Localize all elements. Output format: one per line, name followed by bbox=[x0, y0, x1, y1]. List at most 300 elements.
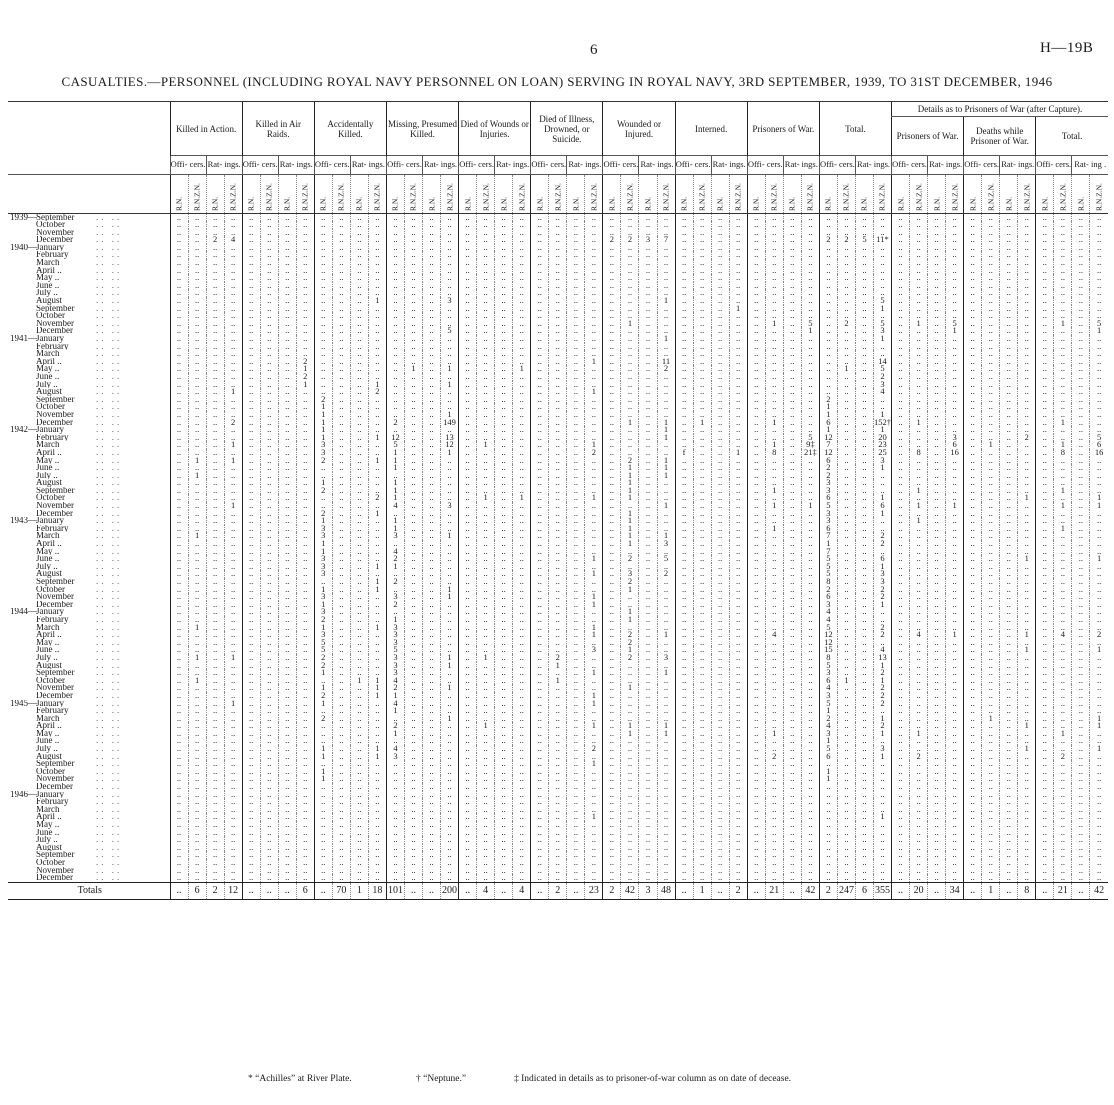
table-cell: .. bbox=[1000, 616, 1018, 624]
table-cell: .. bbox=[783, 312, 801, 320]
row-label bbox=[8, 532, 170, 540]
table-cell: .. bbox=[441, 267, 459, 275]
table-cell: .. bbox=[423, 502, 441, 510]
table-cell: .. bbox=[260, 236, 278, 244]
table-cell: .. bbox=[946, 540, 964, 548]
table-cell: 3 bbox=[386, 532, 404, 540]
table-cell: .. bbox=[783, 532, 801, 540]
table-cell: .. bbox=[603, 343, 621, 351]
table-cell: .. bbox=[332, 616, 350, 624]
table-cell: 1 bbox=[1054, 525, 1072, 533]
table-cell: .. bbox=[242, 358, 260, 366]
table-cell: .. bbox=[206, 783, 224, 791]
table-cell: .. bbox=[783, 836, 801, 844]
table-cell: .. bbox=[206, 753, 224, 761]
table-cell: .. bbox=[567, 472, 585, 480]
table-cell: .. bbox=[801, 555, 819, 563]
table-cell: .. bbox=[350, 570, 368, 578]
table-cell: .. bbox=[459, 373, 477, 381]
table-cell: .. bbox=[459, 601, 477, 609]
table-cell: .. bbox=[982, 563, 1000, 571]
table-cell: .. bbox=[242, 305, 260, 313]
table-cell: .. bbox=[982, 274, 1000, 282]
table-cell: .. bbox=[477, 684, 495, 692]
table-cell: .. bbox=[224, 244, 242, 252]
table-row bbox=[8, 813, 1108, 821]
table-cell: .. bbox=[386, 608, 404, 616]
table-cell: .. bbox=[910, 548, 928, 556]
leader-dots: .. .. bbox=[96, 752, 123, 761]
table-cell: .. bbox=[928, 267, 946, 275]
table-cell: .. bbox=[639, 381, 657, 389]
table-cell: .. bbox=[982, 836, 1000, 844]
table-cell: .. bbox=[1072, 563, 1090, 571]
table-cell: .. bbox=[368, 358, 386, 366]
table-cell: .. bbox=[873, 783, 891, 791]
table-cell: 6 bbox=[946, 441, 964, 449]
row-month: February bbox=[36, 615, 69, 624]
table-cell: .. bbox=[477, 555, 495, 563]
table-cell: .. bbox=[206, 768, 224, 776]
table-cell: .. bbox=[531, 434, 549, 442]
table-cell: .. bbox=[928, 692, 946, 700]
table-cell: 2 bbox=[368, 388, 386, 396]
table-cell: .. bbox=[332, 707, 350, 715]
table-cell: .. bbox=[495, 365, 513, 373]
table-cell: .. bbox=[675, 396, 693, 404]
table-cell: .. bbox=[350, 578, 368, 586]
table-cell: .. bbox=[892, 259, 910, 267]
table-cell: .. bbox=[260, 267, 278, 275]
table-cell: .. bbox=[350, 335, 368, 343]
table-cell: .. bbox=[350, 844, 368, 852]
table-cell: .. bbox=[585, 381, 603, 389]
table-cell: 1 bbox=[765, 502, 783, 510]
table-cell: .. bbox=[639, 646, 657, 654]
table-cell: .. bbox=[404, 684, 422, 692]
table-cell: .. bbox=[170, 396, 188, 404]
table-cell: .. bbox=[675, 532, 693, 540]
table-cell: .. bbox=[729, 517, 747, 525]
row-month: April .. bbox=[36, 448, 62, 457]
table-cell: .. bbox=[657, 700, 675, 708]
table-cell: .. bbox=[170, 783, 188, 791]
table-cell: .. bbox=[639, 403, 657, 411]
table-cell: .. bbox=[964, 669, 982, 677]
table-cell: 6 bbox=[873, 502, 891, 510]
table-cell: 1 bbox=[765, 419, 783, 427]
table-cell: .. bbox=[188, 282, 206, 290]
table-cell: .. bbox=[747, 753, 765, 761]
table-cell: 1 bbox=[368, 586, 386, 594]
table-cell: .. bbox=[585, 251, 603, 259]
table-cell: .. bbox=[1000, 851, 1018, 859]
table-cell: .. bbox=[711, 753, 729, 761]
table-cell: .. bbox=[1072, 373, 1090, 381]
table-cell: .. bbox=[675, 479, 693, 487]
table-cell: .. bbox=[693, 555, 711, 563]
table-cell: .. bbox=[296, 274, 314, 282]
table-cell: .. bbox=[513, 297, 531, 305]
table-cell: .. bbox=[188, 851, 206, 859]
table-cell: .. bbox=[765, 851, 783, 859]
table-cell: .. bbox=[1036, 677, 1054, 685]
table-cell: .. bbox=[441, 388, 459, 396]
table-cell: .. bbox=[711, 487, 729, 495]
table-cell: .. bbox=[585, 373, 603, 381]
table-cell: 3 bbox=[314, 525, 332, 533]
table-row bbox=[8, 662, 1108, 670]
table-cell: .. bbox=[964, 753, 982, 761]
table-cell: .. bbox=[224, 775, 242, 783]
table-cell: .. bbox=[1072, 381, 1090, 389]
table-cell: .. bbox=[855, 783, 873, 791]
table-cell: 1 bbox=[314, 586, 332, 594]
table-cell: .. bbox=[783, 358, 801, 366]
table-cell: .. bbox=[224, 692, 242, 700]
table-cell: .. bbox=[567, 244, 585, 252]
table-cell: .. bbox=[982, 608, 1000, 616]
table-cell: .. bbox=[188, 555, 206, 563]
table-cell: .. bbox=[837, 851, 855, 859]
table-cell: .. bbox=[1072, 578, 1090, 586]
table-cell: .. bbox=[946, 221, 964, 229]
table-cell: .. bbox=[747, 289, 765, 297]
table-cell: .. bbox=[747, 548, 765, 556]
table-cell: .. bbox=[296, 479, 314, 487]
table-cell: 3 bbox=[386, 624, 404, 632]
table-cell: .. bbox=[892, 730, 910, 738]
table-cell: 6 bbox=[819, 494, 837, 502]
table-cell: .. bbox=[278, 821, 296, 829]
table-cell: 11 bbox=[657, 358, 675, 366]
table-cell: .. bbox=[567, 616, 585, 624]
table-cell: .. bbox=[693, 510, 711, 518]
table-cell: .. bbox=[260, 737, 278, 745]
table-cell: .. bbox=[188, 464, 206, 472]
table-cell: .. bbox=[567, 343, 585, 351]
table-cell: .. bbox=[657, 274, 675, 282]
table-cell: .. bbox=[386, 472, 404, 480]
table-cell: .. bbox=[278, 601, 296, 609]
table-cell: .. bbox=[747, 335, 765, 343]
table-cell: .. bbox=[783, 502, 801, 510]
table-cell: .. bbox=[495, 753, 513, 761]
subgroup-header: Offi- cers. bbox=[386, 156, 422, 175]
table-row bbox=[8, 768, 1108, 776]
table-cell: .. bbox=[928, 327, 946, 335]
table-cell: .. bbox=[188, 487, 206, 495]
table-cell: .. bbox=[314, 305, 332, 313]
table-cell: 1 bbox=[873, 411, 891, 419]
table-cell: .. bbox=[332, 259, 350, 267]
table-cell: .. bbox=[747, 760, 765, 768]
table-cell: .. bbox=[368, 844, 386, 852]
table-cell: .. bbox=[801, 274, 819, 282]
table-cell: .. bbox=[801, 494, 819, 502]
table-cell: .. bbox=[423, 563, 441, 571]
table-cell: .. bbox=[982, 844, 1000, 852]
table-cell: .. bbox=[892, 768, 910, 776]
table-cell: .. bbox=[549, 510, 567, 518]
table-cell: 3 bbox=[819, 730, 837, 738]
table-cell: .. bbox=[892, 449, 910, 457]
table-cell: .. bbox=[675, 426, 693, 434]
table-cell: .. bbox=[170, 601, 188, 609]
table-cell: .. bbox=[459, 381, 477, 389]
table-cell: .. bbox=[1072, 783, 1090, 791]
table-cell: .. bbox=[964, 297, 982, 305]
table-cell: .. bbox=[513, 730, 531, 738]
row-month: July .. bbox=[36, 471, 58, 480]
table-cell: .. bbox=[892, 639, 910, 647]
table-cell: .. bbox=[1000, 563, 1018, 571]
table-cell: .. bbox=[477, 213, 495, 221]
table-cell: .. bbox=[531, 775, 549, 783]
table-cell: 1 bbox=[350, 677, 368, 685]
table-row bbox=[8, 244, 1108, 252]
table-cell: .. bbox=[441, 768, 459, 776]
table-cell: .. bbox=[964, 426, 982, 434]
table-cell: .. bbox=[206, 479, 224, 487]
table-cell: .. bbox=[495, 274, 513, 282]
table-cell: .. bbox=[495, 494, 513, 502]
table-cell: .. bbox=[585, 426, 603, 434]
table-cell: .. bbox=[242, 646, 260, 654]
table-cell: .. bbox=[765, 692, 783, 700]
table-cell: .. bbox=[639, 267, 657, 275]
row-label bbox=[8, 791, 170, 799]
table-cell: 2 bbox=[314, 396, 332, 404]
table-cell: .. bbox=[350, 616, 368, 624]
table-cell: .. bbox=[765, 251, 783, 259]
table-cell: .. bbox=[801, 350, 819, 358]
table-cell: .. bbox=[1018, 844, 1036, 852]
table-cell: 1 bbox=[441, 381, 459, 389]
table-cell: .. bbox=[639, 654, 657, 662]
table-cell: .. bbox=[639, 525, 657, 533]
table-cell: .. bbox=[928, 586, 946, 594]
table-cell: .. bbox=[1000, 525, 1018, 533]
row-label bbox=[8, 844, 170, 852]
table-cell: .. bbox=[404, 472, 422, 480]
table-cell: .. bbox=[675, 570, 693, 578]
table-cell: .. bbox=[964, 403, 982, 411]
table-cell: .. bbox=[946, 737, 964, 745]
table-cell: .. bbox=[837, 396, 855, 404]
table-cell: .. bbox=[1000, 464, 1018, 472]
table-cell: .. bbox=[964, 487, 982, 495]
table-cell: .. bbox=[170, 662, 188, 670]
table-cell: .. bbox=[765, 662, 783, 670]
table-cell: .. bbox=[675, 419, 693, 427]
table-cell: .. bbox=[693, 457, 711, 465]
table-cell: .. bbox=[549, 631, 567, 639]
table-cell: .. bbox=[621, 844, 639, 852]
table-cell: .. bbox=[278, 487, 296, 495]
table-cell: .. bbox=[296, 730, 314, 738]
table-cell: 1 bbox=[477, 441, 495, 449]
subgroup-header: Offi- cers. bbox=[531, 156, 567, 175]
table-cell: .. bbox=[278, 707, 296, 715]
table-cell: .. bbox=[513, 396, 531, 404]
table-cell: .. bbox=[964, 707, 982, 715]
table-cell: .. bbox=[567, 836, 585, 844]
table-cell: .. bbox=[368, 859, 386, 867]
table-cell: 5 bbox=[657, 555, 675, 563]
table-cell: .. bbox=[278, 578, 296, 586]
table-row bbox=[8, 821, 1108, 829]
table-cell: .. bbox=[549, 289, 567, 297]
table-cell: .. bbox=[513, 464, 531, 472]
table-cell: 3 bbox=[314, 563, 332, 571]
table-cell: .. bbox=[296, 464, 314, 472]
table-cell: .. bbox=[783, 289, 801, 297]
table-cell: .. bbox=[170, 555, 188, 563]
table-cell: .. bbox=[783, 229, 801, 237]
table-cell: .. bbox=[801, 624, 819, 632]
table-cell: .. bbox=[982, 586, 1000, 594]
column-header: R.N.Z.N. bbox=[621, 174, 639, 213]
table-cell: .. bbox=[1072, 221, 1090, 229]
table-cell: .. bbox=[206, 601, 224, 609]
table-cell: .. bbox=[729, 829, 747, 837]
table-cell: .. bbox=[477, 434, 495, 442]
group-header: Missing, Presumed Killed. bbox=[386, 102, 458, 156]
table-cell: .. bbox=[170, 586, 188, 594]
table-cell: .. bbox=[1072, 829, 1090, 837]
table-cell: .. bbox=[459, 457, 477, 465]
table-cell: .. bbox=[711, 601, 729, 609]
table-cell: .. bbox=[639, 829, 657, 837]
row-month: January bbox=[36, 335, 64, 343]
table-cell: .. bbox=[368, 555, 386, 563]
table-cell: .. bbox=[747, 259, 765, 267]
table-cell: .. bbox=[585, 775, 603, 783]
table-cell: .. bbox=[296, 510, 314, 518]
table-cell: .. bbox=[928, 434, 946, 442]
table-cell: .. bbox=[603, 403, 621, 411]
row-month: February bbox=[36, 707, 69, 715]
table-cell: .. bbox=[982, 851, 1000, 859]
table-cell: .. bbox=[603, 282, 621, 290]
table-cell: .. bbox=[928, 312, 946, 320]
table-cell: .. bbox=[765, 844, 783, 852]
table-cell: .. bbox=[1018, 525, 1036, 533]
table-cell: .. bbox=[531, 510, 549, 518]
table-cell: .. bbox=[801, 358, 819, 366]
table-cell: .. bbox=[495, 662, 513, 670]
table-cell: .. bbox=[1036, 517, 1054, 525]
table-cell: .. bbox=[1036, 540, 1054, 548]
table-cell: .. bbox=[368, 662, 386, 670]
table-cell: .. bbox=[747, 601, 765, 609]
table-cell: .. bbox=[928, 677, 946, 685]
table-cell: .. bbox=[495, 715, 513, 723]
table-cell: 1 bbox=[188, 532, 206, 540]
table-cell: .. bbox=[296, 502, 314, 510]
subgroup-header: Offi- cers. bbox=[819, 156, 855, 175]
table-cell: .. bbox=[332, 282, 350, 290]
table-cell: 3 bbox=[314, 570, 332, 578]
table-cell: .. bbox=[910, 722, 928, 730]
table-cell: .. bbox=[1000, 426, 1018, 434]
table-cell: .. bbox=[964, 350, 982, 358]
table-cell: .. bbox=[982, 381, 1000, 389]
table-cell: .. bbox=[747, 745, 765, 753]
table-cell: .. bbox=[801, 472, 819, 480]
table-cell: .. bbox=[1072, 434, 1090, 442]
table-cell: .. bbox=[982, 472, 1000, 480]
table-cell: .. bbox=[729, 441, 747, 449]
table-cell: .. bbox=[729, 502, 747, 510]
table-cell: .. bbox=[206, 312, 224, 320]
table-cell: .. bbox=[242, 434, 260, 442]
leader-dots: .. .. bbox=[96, 494, 123, 503]
table-cell: .. bbox=[459, 730, 477, 738]
table-cell: .. bbox=[910, 646, 928, 654]
table-cell: .. bbox=[549, 494, 567, 502]
group-header: Total. bbox=[819, 102, 891, 156]
table-cell: .. bbox=[513, 677, 531, 685]
table-cell: .. bbox=[224, 677, 242, 685]
table-cell: 1 bbox=[729, 449, 747, 457]
table-cell: 1 bbox=[386, 457, 404, 465]
table-cell: .. bbox=[892, 798, 910, 806]
table-cell: .. bbox=[170, 449, 188, 457]
table-cell: .. bbox=[188, 350, 206, 358]
table-cell: .. bbox=[495, 517, 513, 525]
table-cell: .. bbox=[621, 745, 639, 753]
table-cell: .. bbox=[892, 289, 910, 297]
table-cell: .. bbox=[946, 813, 964, 821]
table-cell: 1 bbox=[314, 601, 332, 609]
table-cell: .. bbox=[621, 502, 639, 510]
table-cell: .. bbox=[675, 722, 693, 730]
table-cell: .. bbox=[783, 464, 801, 472]
table-cell: .. bbox=[332, 457, 350, 465]
table-cell: .. bbox=[1036, 608, 1054, 616]
table-cell: .. bbox=[567, 844, 585, 852]
table-cell: .. bbox=[1054, 707, 1072, 715]
column-header: R.N.Z.N. bbox=[873, 174, 891, 213]
table-cell: .. bbox=[1018, 350, 1036, 358]
row-year: 1946— bbox=[10, 790, 37, 799]
column-header: R.N.Z.N. bbox=[260, 174, 278, 213]
table-cell: .. bbox=[1036, 753, 1054, 761]
table-cell: .. bbox=[621, 297, 639, 305]
table-cell: .. bbox=[657, 859, 675, 867]
table-cell: .. bbox=[531, 282, 549, 290]
table-cell: .. bbox=[513, 555, 531, 563]
table-cell: .. bbox=[531, 669, 549, 677]
table-cell: .. bbox=[765, 479, 783, 487]
table-cell: .. bbox=[1054, 358, 1072, 366]
table-cell: .. bbox=[386, 715, 404, 723]
table-cell: .. bbox=[260, 829, 278, 837]
table-cell: .. bbox=[404, 768, 422, 776]
table-cell: .. bbox=[567, 798, 585, 806]
table-cell: .. bbox=[928, 494, 946, 502]
table-cell: .. bbox=[639, 737, 657, 745]
table-cell: .. bbox=[242, 335, 260, 343]
table-cell: .. bbox=[495, 320, 513, 328]
table-cell: .. bbox=[296, 472, 314, 480]
row-month: September bbox=[36, 578, 75, 586]
table-cell: 6 bbox=[873, 555, 891, 563]
table-cell: .. bbox=[928, 358, 946, 366]
table-cell: .. bbox=[1054, 403, 1072, 411]
